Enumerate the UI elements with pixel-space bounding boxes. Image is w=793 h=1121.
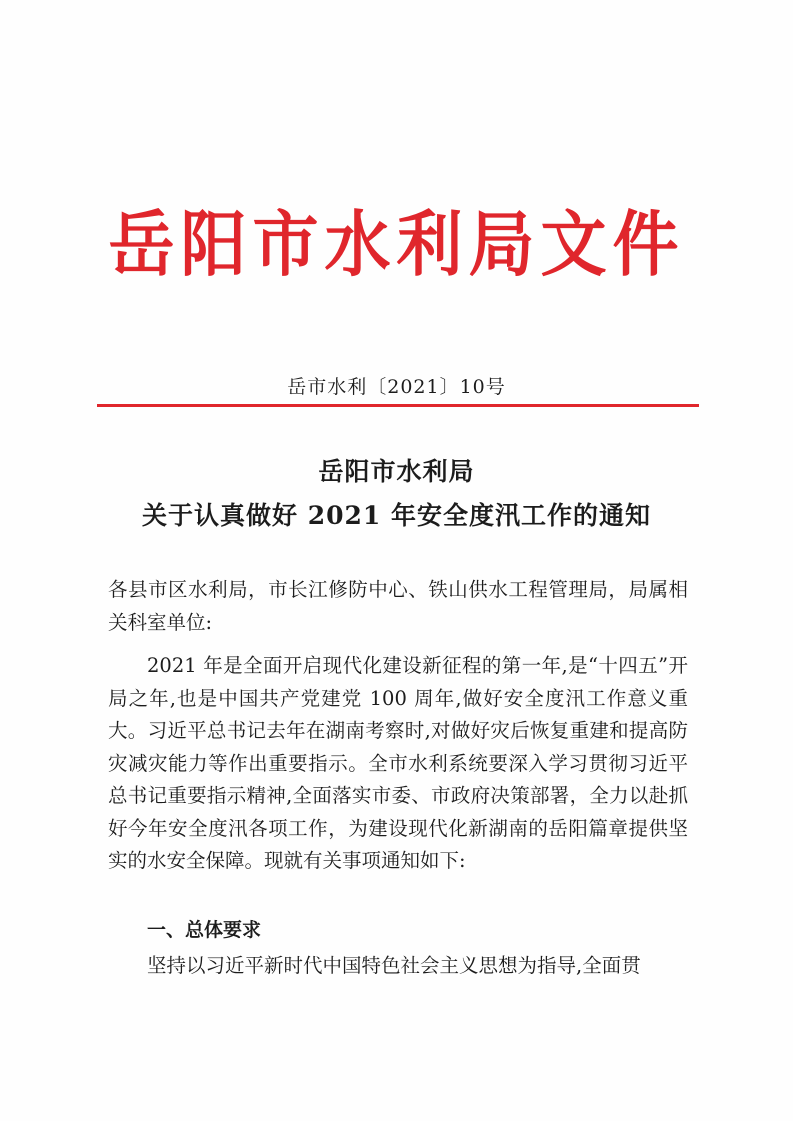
- document-number: 岳市水利〔2021〕10号: [287, 376, 506, 398]
- red-divider-line: [97, 404, 699, 407]
- salutation-paragraph: 各县市区水利局，市长江修防中心、铁山供水工程管理局，局属相关科室单位:: [108, 578, 688, 634]
- notice-title-line1: 岳阳市水利局: [318, 457, 475, 486]
- body-paragraph-2: 坚持以习近平新时代中国特色社会主义思想为指导,全面贯: [147, 954, 641, 977]
- document-masthead: 岳阳市水利局文件: [108, 202, 685, 287]
- body-paragraph-1: 2021 年是全面开启现代化建设新征程的第一年,是“十四五”开局之年,也是中国共产党建党 100 周年,做好安全度汛工作意义重大。习近平总书记去年在湖南考察时,对做好灾后恢复重建和提高防灾减灾能力等作出重要指示。全市水利系统要深入学习贯彻习近平总书记重要指示精神,全面落实市委、市政府决策部署，全力以赴抓好今年安全度汛各项工作，为建设现代化新湖南的岳阳篇章提供坚实的水安全保障。现就有关事项通知如下:: [108, 654, 688, 872]
- section-heading-1: 一、总体要求: [147, 919, 262, 941]
- notice-title-line2: 关于认真做好 2021 年安全度汛工作的通知: [142, 501, 651, 530]
